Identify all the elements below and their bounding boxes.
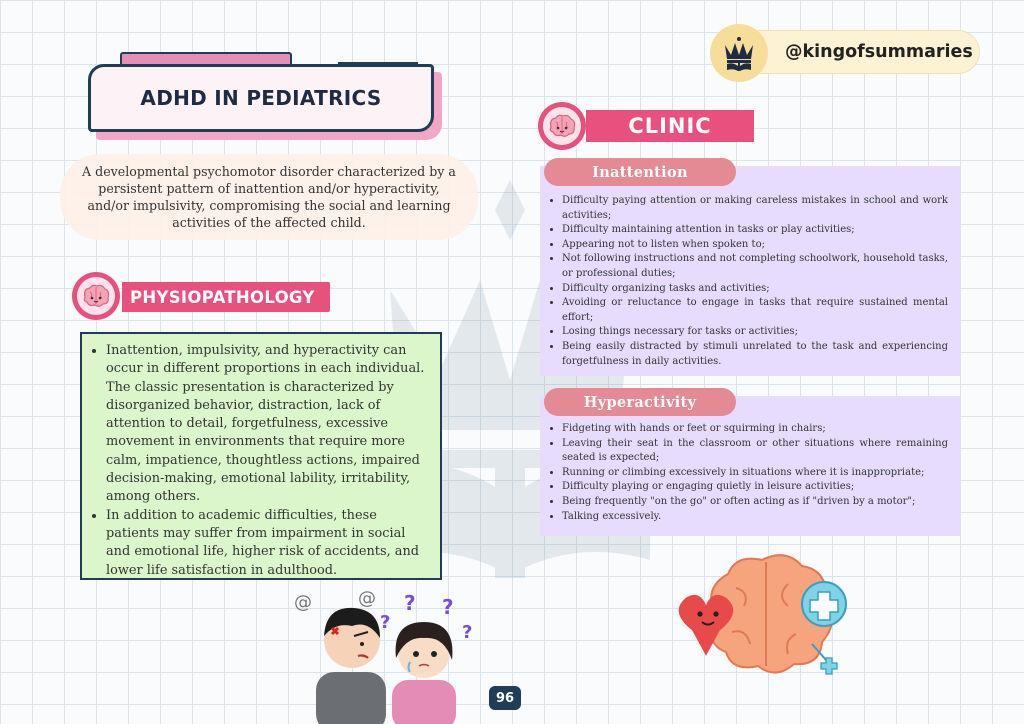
clinic-heading	[586, 110, 754, 142]
svg-text:@: @	[294, 592, 312, 613]
list-item: • Difficulty paying attention or making careless mistakes in school and work activities;	[562, 194, 948, 223]
list-item: • Difficulty maintaining attention in tasks or play activities;	[562, 223, 948, 238]
list-item: • Running or climbing excessively in situations where it is inappropriate;	[562, 466, 948, 481]
page-title: ADHD IN PEDIATRICS	[140, 86, 382, 110]
physiopathology-list	[90, 342, 430, 580]
list-item: • In addition to academic difficulties, these patients may suffer from impairment in social and emotional life, higher risk of accidents, and lower life satisfaction in adulthood.	[106, 507, 430, 580]
author-handle-badge	[738, 30, 980, 74]
inattention-list	[548, 194, 948, 369]
inattention-box	[540, 163, 960, 376]
inattention-heading-text: Inattention	[592, 163, 688, 181]
list-item: • Being easily distracted by stimuli unrelated to the task and experiencing forgetfulness in daily activities.	[562, 340, 948, 369]
clinic-badge	[538, 102, 586, 150]
svg-text:?: ?	[462, 622, 473, 643]
list-item: • Losing things necessary for tasks or activities;	[562, 325, 948, 340]
svg-text:?: ?	[442, 595, 454, 619]
author-handle: @kingofsummaries	[785, 42, 973, 62]
hyperactivity-list	[548, 422, 948, 524]
brain-icon	[547, 113, 577, 139]
hyperactivity-box	[540, 393, 960, 536]
physiopathology-badge	[72, 272, 120, 320]
list-item: • Leaving their seat in the classroom or other situations where remaining seated is expected;	[562, 437, 948, 466]
svg-text:?: ?	[404, 591, 416, 615]
definition-text: A developmental psychomotor disorder characterized by a persistent pattern of inattention and/or hyperactivity, and/or impulsivity, compromising the social and learning activities of the affected child.	[60, 154, 478, 240]
title-box	[88, 64, 434, 132]
crown-logo-icon	[710, 24, 768, 82]
list-item: • Appearing not to listen when spoken to;	[562, 238, 948, 253]
page-number: 96	[495, 690, 515, 706]
physiopathology-heading	[122, 282, 330, 312]
inattention-heading	[544, 158, 736, 186]
hyperactivity-heading-text: Hyperactivity	[583, 393, 697, 411]
page-number-badge	[489, 686, 521, 710]
brain-icon	[81, 283, 111, 309]
list-item: • Not following instructions and not completing schoolwork, household tasks, or professional duties;	[562, 252, 948, 281]
physiopathology-heading-text: PHYSIOPATHOLOGY	[130, 287, 315, 307]
confused-kids-illustration	[292, 588, 492, 724]
list-item: • Inattention, impulsivity, and hyperactivity can occur in different proportions in each individual. The classic presentation is characterized by disorganized behavior, distraction, lack of attention to detail, forgetfulness, excessive movement in environments that require more calm, impatience, thoughtless actions, impaired decision-making, emotional lability, irritability, among others.	[106, 342, 430, 507]
clinic-heading-text: CLINIC	[628, 114, 712, 138]
svg-text:@: @	[358, 588, 376, 609]
list-item: • Fidgeting with hands or feet or squirming in chairs;	[562, 422, 948, 437]
list-item: • Being frequently "on the go" or often acting as if "driven by a motor";	[562, 495, 948, 510]
list-item: • Talking excessively.	[562, 510, 948, 525]
list-item: • Avoiding or reluctance to engage in tasks that require sustained mental effort;	[562, 296, 948, 325]
hyperactivity-heading	[544, 388, 736, 416]
brain-heart-illustration	[676, 548, 856, 682]
physiopathology-box	[80, 332, 442, 580]
list-item: • Difficulty playing or engaging quietly in leisure activities;	[562, 480, 948, 495]
list-item: • Difficulty organizing tasks and activities;	[562, 282, 948, 297]
svg-text:?: ?	[380, 612, 391, 633]
